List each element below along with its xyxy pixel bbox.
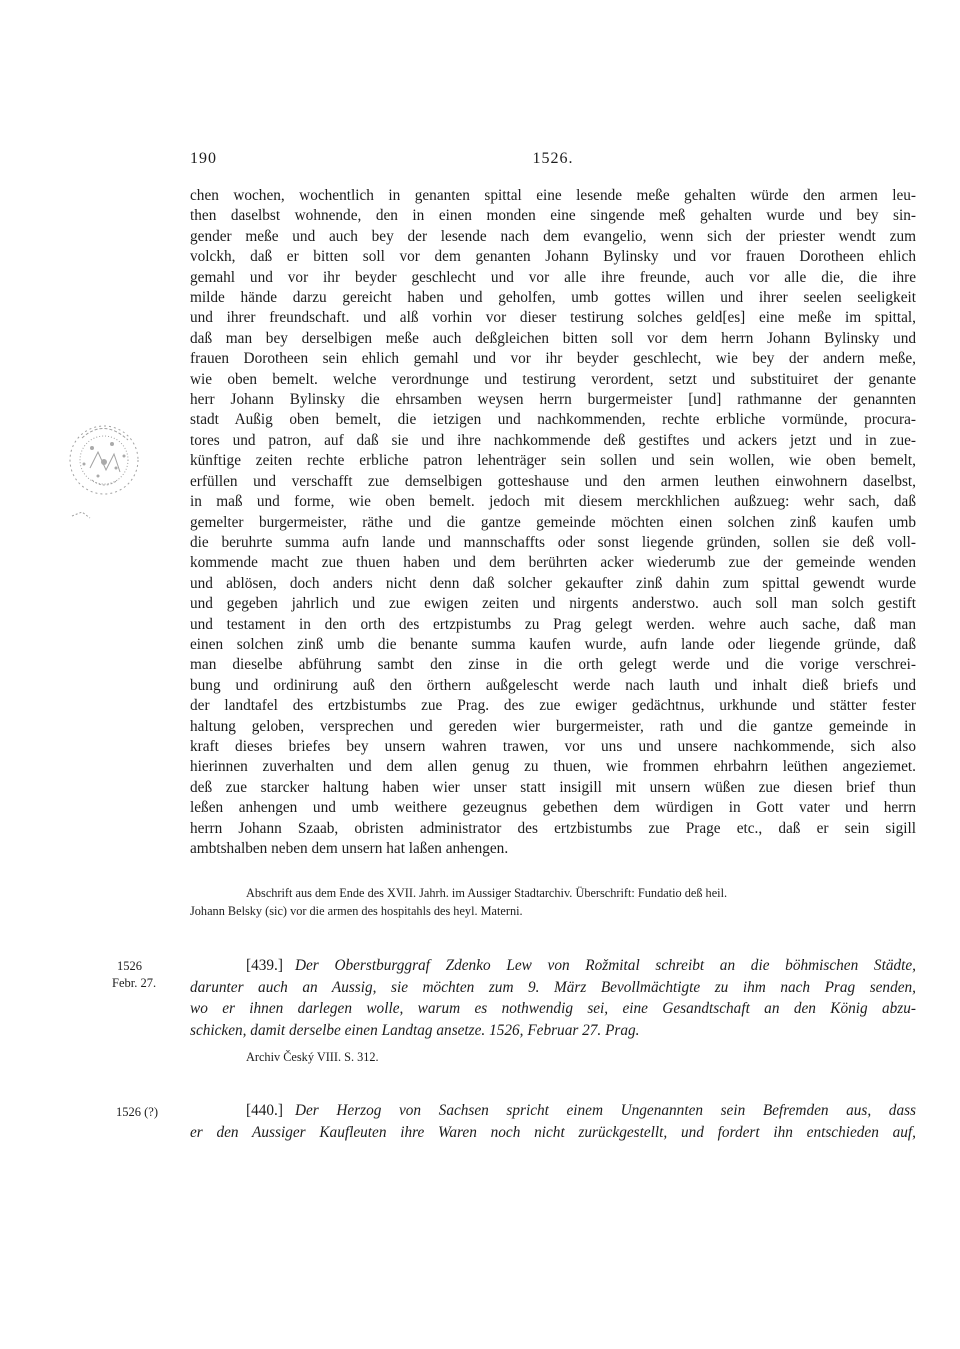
body-line: stadt Außig oben bemelt, die ietzigen und nachkommenden, rechte erbliche vormünde, procura- [190,411,916,429]
source-note [190,884,916,920]
archive-stamp-icon [62,408,144,526]
entry-number: [439.] [246,957,283,974]
body-line: und gegeben jahrlich und zue ewigen zeiten und nirgents anderstwo. auch soll man solch gestift [190,595,916,613]
body-line: haltung geloben, versprechen und gereden wier burgermeister, rath und die gantze gemeinde in [190,717,916,735]
entry-440 [190,1100,916,1143]
page-header [190,150,916,174]
entry-439 [190,955,916,1041]
body-line: einen solchen zinß umb die benante summa kaufen wurde, aufn lande oder liegende gründe, daß [190,635,916,653]
body-line: tores und patron, auf daß sie und ihre nachkommende deß gestiftes und ackers jetzt und in zue- [190,431,916,449]
archive-reference: Archiv Český VIII. S. 312. [246,1050,379,1064]
body-line: deß zue starcker haltung haben wier unser statt insigill mit unsern wüßen zue diesen brief thun [190,778,916,796]
page-year-heading: 1526. [532,150,574,167]
body-line: und testament in den orth des ertzpistumbs zu Prag gelegt werden. wehre auch sache, daß man [190,615,916,633]
body-line: und ablösen, doch anders nicht denn daß solcher gekaufter zinß dahin zum spittal gewendt wurde [190,574,916,592]
body-line: gemahl und vor ihr beyder geschlecht und vor alle ihre freunde, auch vor alle die, die ihre [190,268,916,286]
source-note-line: Abschrift aus dem Ende des XVII. Jahrh. im Aussiger Stadtarchiv. Überschrift: Fundatio deß heil. [246,886,728,900]
body-line: daß man bey derselbigen meße auch deßgleichen bitten soll vor dem herrn Johann Bylinsky und [190,329,916,347]
entry-number: [440.] [246,1102,283,1119]
body-line: hierinnen zuverhalten und dem allen genug zu thuen, wie frommen ehrbahrn leüthen angeziemet. [190,758,916,776]
entry-line: darunter auch an Aussig, sie möchten zum 9. März Bevollmächtigte zu ihm nach Prag senden, [190,978,916,996]
body-line: man dieselbe abführung sambt den zinse in die orth gelegt werde und die vorige verschrei- [190,656,916,674]
margin-year: 1526 [117,959,142,973]
entry-line: er den Aussiger Kaufleuten ihre Waren noch nicht zurückgestellt, und fordert ihn entschieden auf, [190,1123,916,1141]
body-line: wie oben bemelt. welche verordnunge und testirung verordent, setzt und substituiret der genante [190,370,916,388]
body-line: gender meße und auch bey der lesende nach dem evangelio, wenn sich der priester wendt zum [190,227,916,245]
body-line: erfüllen und verschafft zue demselbigen gotteshause und den armen leuthen einwohnern daselbst, [190,472,916,490]
entry-line: wo er ihnen darlegen wolle, warum es nothwendig sei, eine Gesandtschaft an den König abzu- [190,1000,916,1017]
body-line: künftige zeiten rechte erbliche patron lehenträger sein sollen und sein wollen, wie oben bemelt, [190,452,916,470]
body-line: der landtafel des ertzbistumbs zue Prag. des zue ewiger gedächtnus, urkhunde und stätter fester [190,697,916,715]
body-line: und ihrer freundschaft. und alß vorhin vor dieser testirung solches geld[es] eine meße im spittal, [190,309,916,327]
body-line: volckh, daß er bitten soll vor dem genanten Johann Bylinsky und vor frauen Dorotheen ehlich [190,248,916,266]
body-line: bung und ordinirung auß den örthern außgelescht werde nach lauth und inhalt dieß briefs und [190,676,916,694]
body-line: milde hände darzu gereicht haben und geholfen, umb gottes willen und ihrer seelen seeligkeit [190,289,916,307]
body-line: in maß und forme, wie oben bemelt. jedoch mit diesem merckhlichen außzueg: wehr sach, daß [190,493,916,511]
body-line: frauen Dorotheen sein ehlich gemahl und vor ihr beyder geschlecht, wie bey der andern meße, [190,350,916,368]
body-line: ambtshalben neben dem unsern hat laßen anhengen. [190,840,509,857]
margin-day: Febr. 27. [112,976,157,990]
entry-line: [439.] Der Oberstburggraf Zdenko Lew von Rožmital schreibt an die böhmischen Städte, [246,957,916,974]
margin-date-439 [112,958,156,992]
source-note-line: Johann Belsky (sic) vor die armen des hospitahls des heyl. Materni. [190,904,523,918]
entry-line: schicken, damit derselbe einen Landtag ansetze. 1526, Februar 27. Prag. [190,1021,640,1039]
document-body-text [190,186,916,859]
body-line: chen wochen, wochentlich in genanten spittal eine lesende meße gehalten würde den armen leu- [190,187,916,204]
margin-date-440: 1526 (?) [116,1105,158,1119]
body-line: herr Johann Bylinsky die ehrsamben weysen herrn burgermeister [und] rathmanne der genannten [190,391,916,409]
page-number: 190 [190,150,217,167]
body-line: leßen anhengen und umb weithere gezeugnus gebethen dem würdigen in Gott vater und herrn [190,799,916,817]
body-line: herrn Johann Szaab, obristen administrator des ertzbistumbs zue Prage etc., daß er sein sigill [190,819,916,837]
body-line: then daselbst wohnende, den in einen monden eine singende meß gehalten wurde und bey sin- [190,207,916,225]
body-line: die beruhrte summa aufn lande und mannschaffts oder sonst liegende gründen, sollen sie deß voll- [190,533,916,551]
body-line: kommende macht zue thuen haben und dem berührten acker wiederumb zue der gemeinde wenden [190,554,916,572]
body-line: gemelter burgermeister, räthe und die gantze gemeinde möchten einen solchen zinß kaufen umb [190,513,916,531]
entry-line: [440.] Der Herzog von Sachsen spricht einem Ungenannten sein Befremden aus, dass [246,1102,916,1119]
body-line: kraft dieses briefes bey unsern wahren trawen, vor uns und unsere nachkommende, sich also [190,737,916,755]
